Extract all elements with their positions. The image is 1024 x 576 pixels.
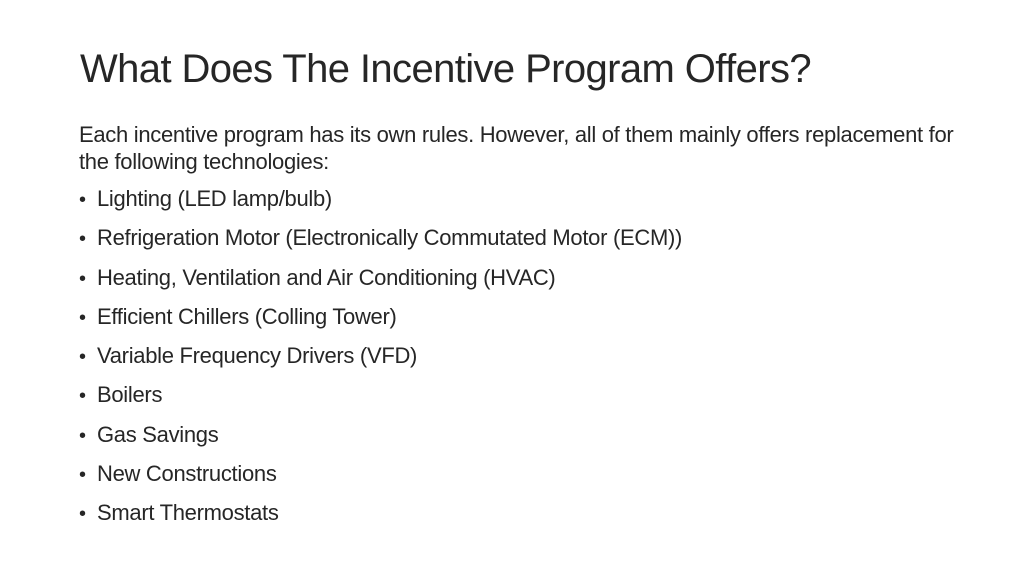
slide-content <box>79 121 959 539</box>
technology-list <box>79 185 959 528</box>
slide-title: What Does The Incentive Program Offers? <box>80 47 812 91</box>
list-item-text: Heating, Ventilation and Air Conditioning (HVAC) <box>97 264 556 290</box>
list-item-text: Efficient Chillers (Colling Tower) <box>97 303 397 329</box>
list-item-text: Lighting (LED lamp/bulb) <box>97 186 332 211</box>
list-item <box>79 224 959 253</box>
list-item <box>79 460 959 489</box>
bullet-icon: • <box>79 424 86 447</box>
bullet-icon: • <box>79 306 86 329</box>
list-item <box>79 342 959 371</box>
list-item <box>79 303 959 332</box>
list-item <box>79 185 959 214</box>
list-item <box>79 381 959 410</box>
bullet-icon: • <box>79 189 86 211</box>
bullet-icon: • <box>79 228 86 251</box>
list-item <box>79 499 959 528</box>
list-item-text: New Constructions <box>97 461 277 487</box>
list-item-text: Boilers <box>97 382 163 408</box>
bullet-icon: • <box>79 346 86 369</box>
list-item <box>79 421 959 450</box>
intro-paragraph: Each incentive program has its own rules. However, all of them mainly offers replacement for the following technologies: <box>79 122 954 174</box>
list-item-text: Smart Thermostats <box>97 500 279 526</box>
list-item-text: Variable Frequency Drivers (VFD) <box>97 343 418 369</box>
bullet-icon: • <box>79 385 86 408</box>
bullet-icon: • <box>79 464 86 487</box>
bullet-icon: • <box>79 267 86 290</box>
bullet-icon: • <box>79 503 86 526</box>
list-item-text: Gas Savings <box>97 421 219 447</box>
list-item-text: Refrigeration Motor (Electronically Commutated Motor (ECM)) <box>97 225 683 251</box>
list-item <box>79 264 959 293</box>
